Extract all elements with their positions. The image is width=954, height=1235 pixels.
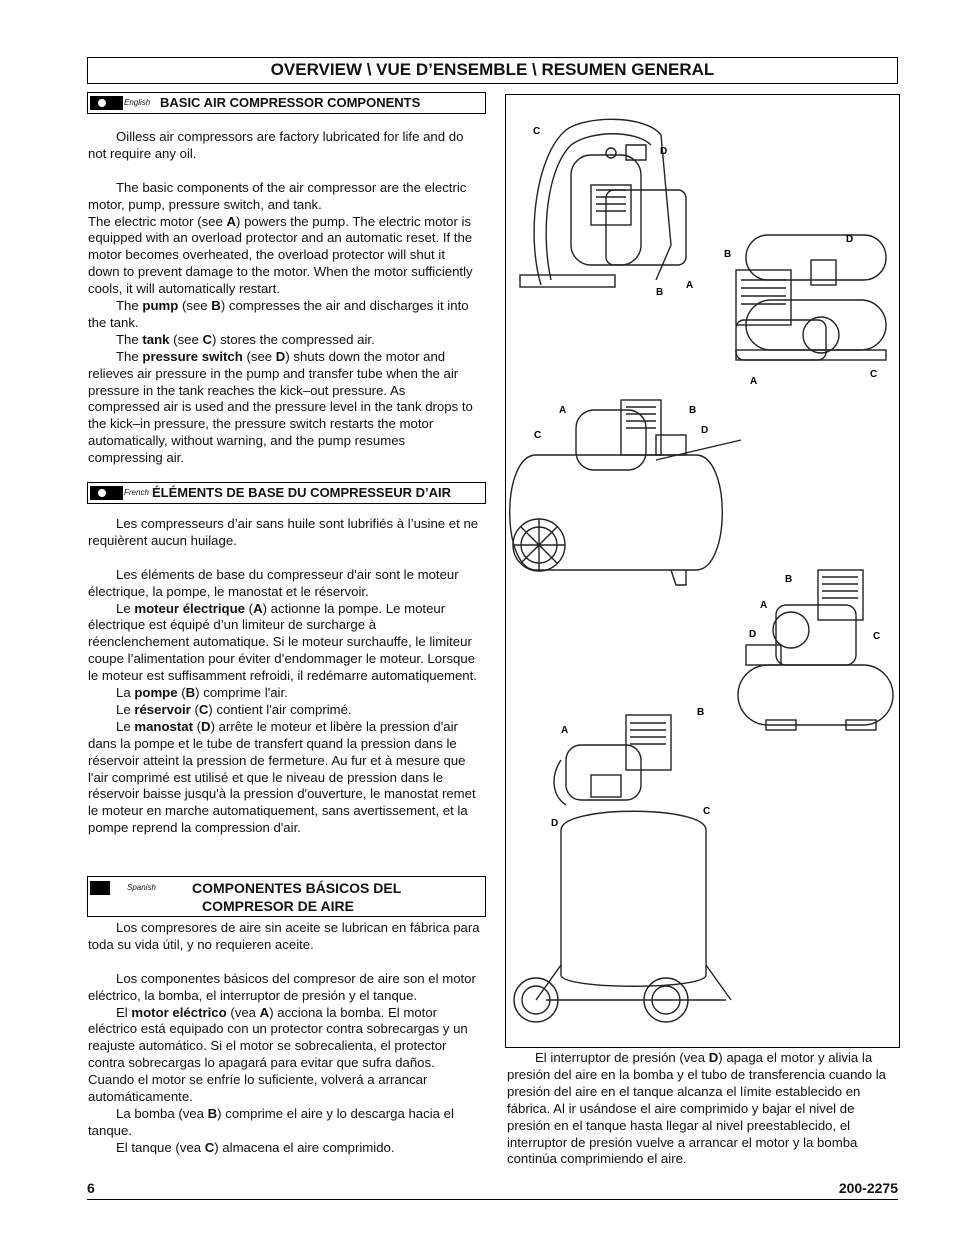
label-b-3: B [689, 405, 697, 416]
spanish-paragraph-6-column [507, 1050, 899, 1168]
compressor-illustrations [506, 95, 901, 1049]
hotdog-compressor-drawing [738, 570, 893, 730]
document-number: 200-2275 [838, 1180, 898, 1196]
english-body [88, 129, 480, 467]
spanish-heading-line-1: COMPONENTES BÁSICOS DEL [192, 880, 402, 896]
spanish-paragraph-6: El interruptor de presión (vea D) apaga el motor y alivia la presión del aire en la bomba y el tubo de transferencia cuando la presión del aire en el tanque alcanza el límite establecido en fábrica. Al ir usándose el aire comprimido y bajar el nivel de presión en el tanque hasta llegar al nivel preestablecido, el interruptor de presión vuelve a arrancar el motor y la bomba continúa comprimiendo el aire. [507, 1050, 887, 1167]
spanish-paragraph-1: Los compresores de aire sin aceite se lubrican en fábrica para toda su vida útil, y no requieren aceite. [88, 920, 480, 952]
french-paragraph-5: Le réservoir (C) contient l'air comprimé. [116, 701, 352, 717]
english-paragraph-6: The pressure switch (see D) shuts down the motor and relieves air pressure in the pump and transfer tube when the air pressure in the tank reaches the kick–out pressure. As compressed air is used and the pressure level in the tank drops to the kick–in pressure, the pressure switch restarts the motor automatically, without warning, and the pump resumes compressing air. [88, 348, 473, 466]
label-d-2: D [846, 234, 854, 245]
french-language-tab [90, 486, 150, 500]
label-a-4: A [760, 600, 768, 611]
english-paragraph-5: The tank (see C) stores the compressed air. [116, 331, 375, 347]
spanish-paragraph-4: La bomba (vea B) comprime el aire y lo descarga hacia el tanque. [88, 1105, 454, 1138]
label-d-4: D [749, 629, 757, 640]
page-number: 6 [87, 1180, 95, 1196]
french-language-label: French [124, 488, 149, 497]
label-c-5: C [703, 806, 711, 817]
french-paragraph-3: Le moteur électrique (A) actionne la pompe. Le moteur électrique est équipé d’un limiteur de surcharge à réenclenchement automatique. Si le moteur surchauffe, le limiteur coupe l’alimentation pour éviter d’endommager le moteur. Lorsque le moteur est suffisamment refroidi, il redémarre automatiquement. [88, 600, 477, 684]
label-a-5: A [561, 725, 569, 736]
roll-cage-compressor-drawing [520, 119, 686, 287]
english-paragraph-1: Oilless air compressors are factory lubricated for life and do not require any oil. [88, 129, 464, 161]
english-language-label: English [124, 98, 151, 107]
language-tab-bar [90, 881, 110, 895]
label-d-1: D [660, 146, 668, 157]
compressor-figures-box [505, 94, 900, 1048]
spanish-body [88, 920, 480, 1157]
language-tab-dot [98, 99, 106, 107]
label-b-2: B [724, 249, 732, 260]
language-tab-dot [98, 489, 106, 497]
label-a-3: A [559, 405, 567, 416]
language-tab-bar [90, 96, 123, 110]
label-b-5: B [697, 707, 705, 718]
english-paragraph-4: The pump (see B) compresses the air and discharges it into the tank. [88, 298, 469, 330]
english-paragraph-2: The basic components of the air compressor are the electric motor, pump, pressure switch, and tank. [88, 179, 467, 212]
label-c-1: C [533, 126, 541, 137]
label-c-3: C [534, 430, 542, 441]
label-c-4: C [873, 631, 881, 642]
vertical-wheeled-compressor-drawing [514, 715, 731, 1022]
label-b-4: B [785, 574, 793, 585]
french-paragraph-6: Le manostat (D) arrête le moteur et libère la pression d'air dans la pompe et le tube de transfert quand la pression dans le réservoir atteint la pression de fermeture. Au fur et à mesure que l'air comprimé est utilisé et que le niveau de pression dans le réservoir baisse jusqu'à la pression d'ouverture, le manostat remet le moteur en marche automatiquement, sans avertissement, et la pompe reprend la compression d'air. [88, 718, 476, 836]
spanish-language-label: Spanish [127, 883, 156, 892]
label-a-2: A [750, 376, 758, 387]
footer-rule [87, 1199, 898, 1200]
english-paragraph-3: The electric motor (see A) powers the pump. The electric motor is equipped with an overload protector and an automatic reset. If the motor becomes overheated, the overload protector will shut it down to prevent damage to the motor. When the motor sufficiently cools, it will automatically restart. [88, 213, 473, 297]
french-heading: ÉLÉMENTS DE BASE DU COMPRESSEUR D’AIR [152, 485, 452, 500]
spanish-paragraph-5: El tanque (vea C) almacena el aire comprimido. [116, 1139, 395, 1155]
french-paragraph-4: La pompe (B) comprime l'air. [116, 685, 288, 701]
french-section-header [87, 482, 486, 504]
english-heading: BASIC AIR COMPRESSOR COMPONENTS [160, 95, 421, 110]
french-paragraph-1: Les compresseurs d’air sans huile sont lubrifiés à l’usine et ne requièrent aucun huilage. [88, 516, 479, 548]
label-a-1: A [686, 280, 694, 291]
label-d-5: D [551, 818, 559, 829]
french-body [88, 516, 480, 837]
spanish-paragraph-3: El motor eléctrico (vea A) acciona la bomba. El motor eléctrico está equipado con un protector contra sobrecargas y un reajuste automático. Si el motor se sobrecalienta, el protector contra sobrecargas lo apagará para evitar que sufra daños. Cuando el motor se enfríe lo suficiente, volverá a arrancar automáticamente. [88, 1004, 468, 1105]
spanish-paragraph-2: Los componentes básicos del compresor de aire son el motor eléctrico, la bomba, el interruptor de presión y el tanque. [88, 970, 476, 1003]
label-c-2: C [870, 369, 878, 380]
page-title: OVERVIEW \ VUE D’ENSEMBLE \ RESUMEN GENERAL [87, 57, 898, 84]
spanish-language-tab [90, 881, 156, 895]
language-tab-bar [90, 486, 123, 500]
label-d-3: D [701, 425, 709, 436]
spanish-section-header [87, 876, 486, 917]
label-b-1: B [656, 287, 664, 298]
twin-tank-compressor-drawing [736, 235, 886, 360]
english-language-tab [90, 96, 150, 110]
french-paragraph-2: Les éléments de base du compresseur d'air sont le moteur électrique, la pompe, le manostat et le réservoir. [88, 566, 459, 599]
spanish-heading-line-2: COMPRESOR DE AIRE [202, 898, 354, 914]
english-section-header [87, 92, 486, 114]
